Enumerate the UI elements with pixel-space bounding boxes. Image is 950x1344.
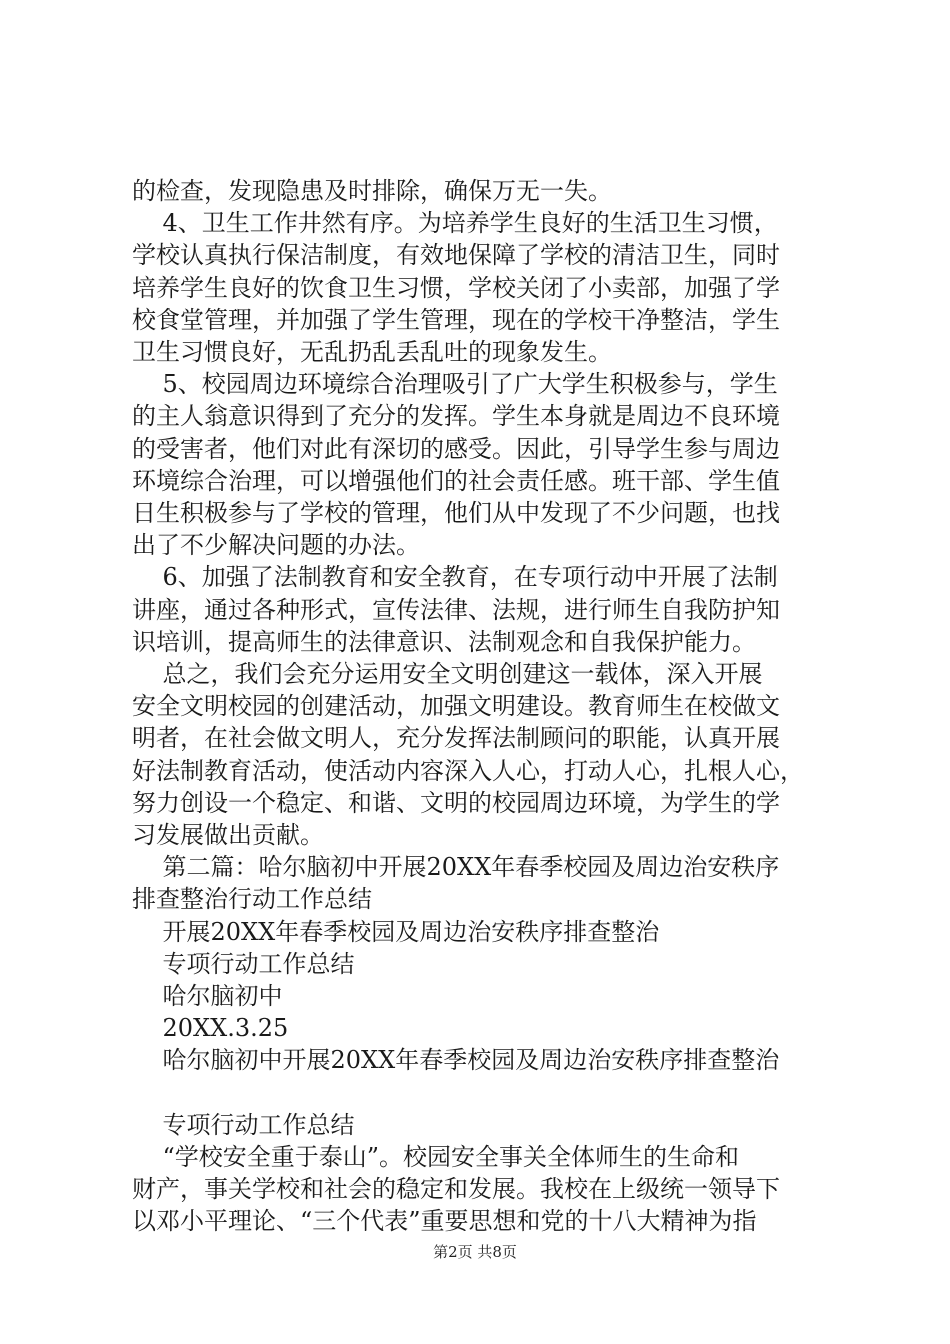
body-line: 培养学生良好的饮食卫生习惯，学校关闭了小卖部，加强了学 [132, 273, 780, 302]
body-line: 讲座，通过各种形式，宣传法律、法规，进行师生自我防护知 [132, 595, 780, 624]
body-line: 的检查，发现隐患及时排除，确保万无一失。 [132, 177, 612, 205]
body-line: 总之，我们会充分运用安全文明创建这一载体，深入开展 [132, 660, 763, 688]
body-line: 4、卫生工作井然有序。为培养学生良好的生活卫生习惯， [132, 209, 778, 238]
body-line: 第二篇：哈尔脑初中开展20XX年春季校园及周边治安秩序 [132, 853, 780, 882]
body-line: 努力创设一个稳定、和谐、文明的校园周边环境，为学生的学 [132, 788, 780, 817]
body-line: 哈尔脑初中 [132, 982, 283, 1010]
body-line: 学校认真执行保洁制度，有效地保障了学校的清洁卫生，同时 [132, 241, 780, 270]
body-line: 环境综合治理，可以增强他们的社会责任感。班干部、学生值 [132, 466, 780, 495]
body-line: 卫生习惯良好，无乱扔乱丢乱吐的现象发生。 [132, 338, 612, 366]
body-line: 习发展做出贡献。 [132, 821, 324, 849]
body-line: 出了不少解决问题的办法。 [132, 531, 420, 560]
body-line: 专项行动工作总结 [132, 949, 355, 978]
body-line: 校食堂管理，并加强了学生管理，现在的学校干净整洁，学生 [132, 305, 780, 334]
body-line: 排查整治行动工作总结 [132, 885, 372, 914]
body-line: 日生积极参与了学校的管理，他们从中发现了不少问题，也找 [132, 499, 780, 527]
body-line: 安全文明校园的创建活动，加强文明建设。教育师生在校做文 [132, 692, 780, 721]
body-line: 识培训，提高师生的法律意识、法制观念和自我保护能力。 [132, 627, 756, 656]
body-line: 财产，事关学校和社会的稳定和发展。我校在上级统一领导下 [132, 1175, 780, 1204]
body-line: 6、加强了法制教育和安全教育，在专项行动中开展了法制 [132, 563, 778, 592]
body-line: 专项行动工作总结 [132, 1110, 355, 1139]
body-line: 好法制教育活动，使活动内容深入人心，打动人心，扎根人心， [132, 756, 804, 785]
body-line: 开展20XX年春季校园及周边治安秩序排查整治 [132, 917, 660, 946]
body-line: 哈尔脑初中开展20XX年春季校园及周边治安秩序排查整治 [132, 1046, 780, 1075]
body-line: “学校安全重于泰山”。校园安全事关全体师生的生命和 [132, 1143, 740, 1171]
body-line: 的受害者，他们对此有深切的感受。因此，引导学生参与周边 [132, 434, 780, 463]
body-line: 明者，在社会做文明人，充分发挥法制顾问的职能，认真开展 [132, 724, 780, 753]
body-line: 的主人翁意识得到了充分的发挥。学生本身就是周边不良环境 [132, 402, 780, 431]
body-line: 20XX.3.25 [132, 1014, 289, 1043]
page-footer: 第2页 共8页 [433, 1243, 517, 1261]
body-line: 5、校园周边环境综合治理吸引了广大学生积极参与，学生 [132, 370, 778, 399]
body-line: 以邓小平理论、“三个代表”重要思想和党的十八大精神为指 [132, 1207, 757, 1236]
